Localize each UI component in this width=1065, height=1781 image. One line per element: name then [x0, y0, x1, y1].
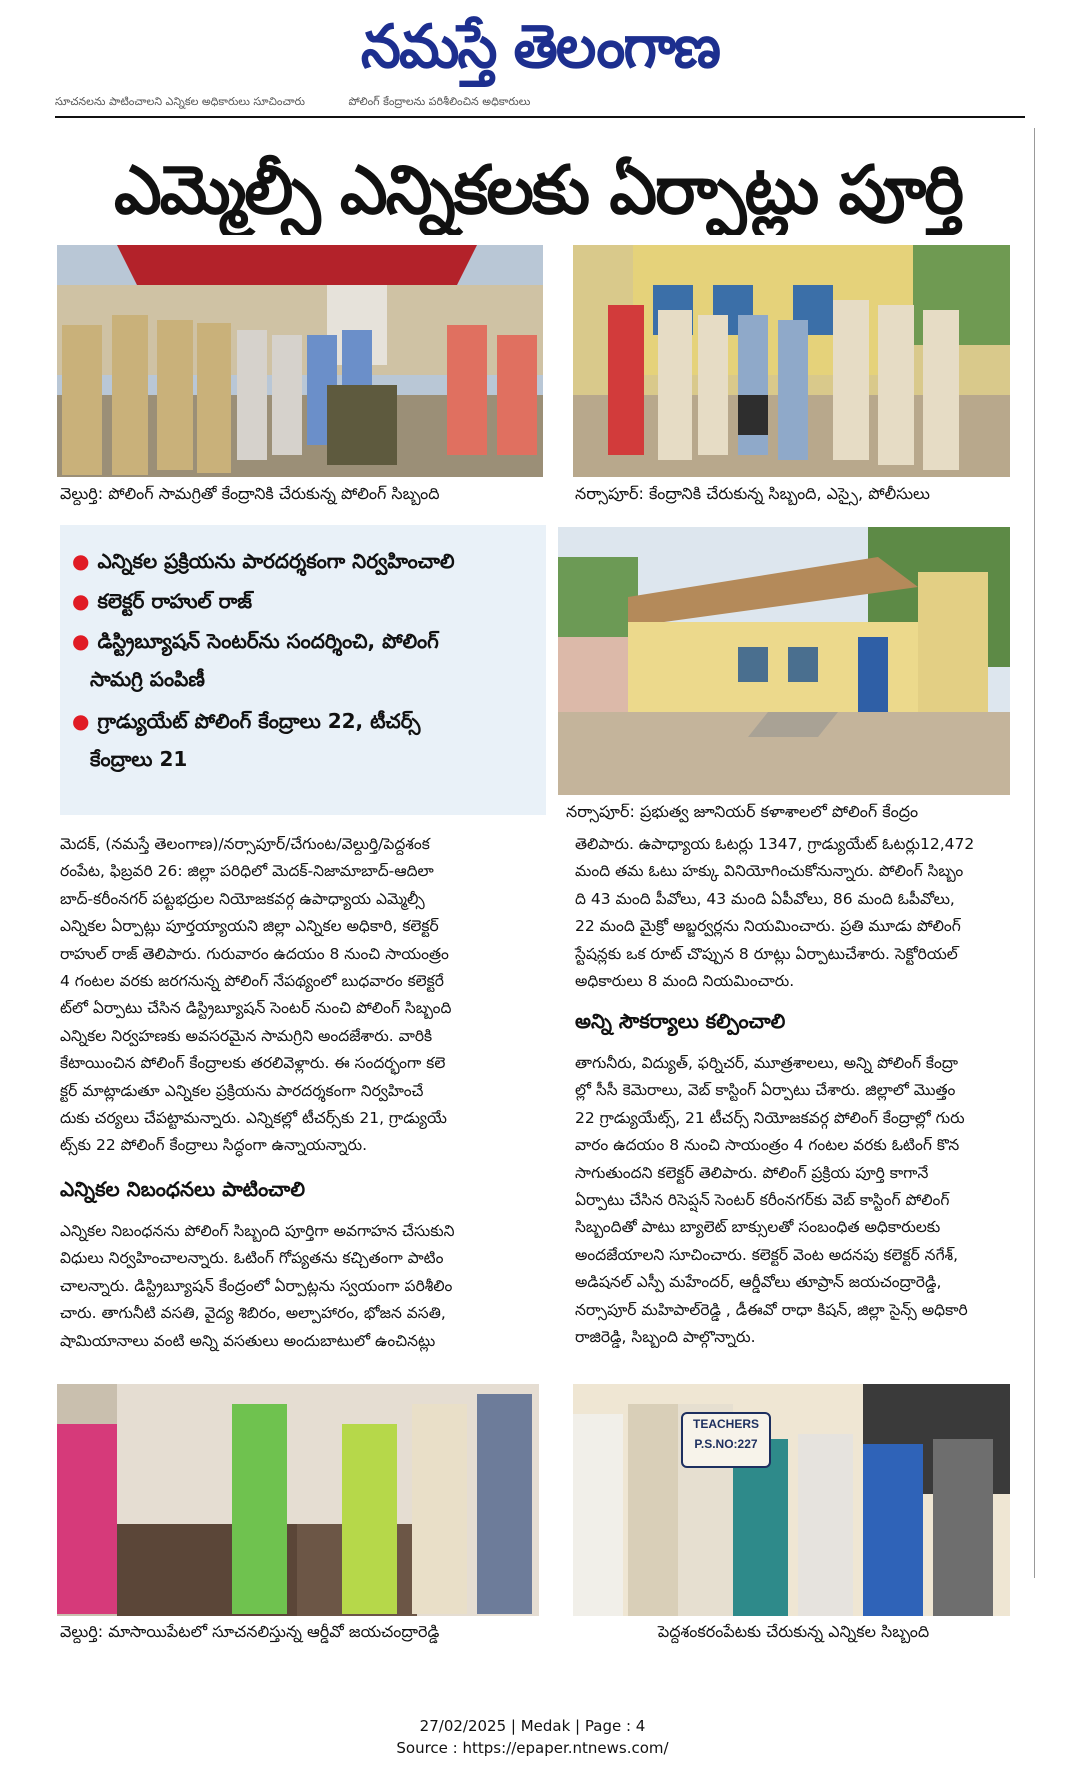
article-left-line: ఎన్నికల ఏర్పాట్లు పూర్తయ్యాయని జిల్లా ఎన్నికల అధికారి, కలెక్టర్ — [60, 917, 439, 936]
subhead-right: అన్ని సౌకర్యాలు కల్పించాలి — [575, 1009, 786, 1033]
article-right — [575, 831, 1010, 995]
article-left-line: బాద్-కరీంనగర్ పట్టభద్రుల నియోజకవర్గ ఉపాధ్యాయ ఎమ్మెల్సీ — [60, 889, 425, 908]
footer-date-edition: 27/02/2025 | Medak | Page : 4 — [419, 1717, 646, 1735]
masthead-rule — [55, 116, 1025, 118]
highlight-2: ● కలెక్టర్ రాహుల్ రాజ్ — [72, 589, 253, 613]
article-right2-line: సిబ్బందితో పాటు బ్యాలెట్ బాక్సులతో సంబంధిత అధికారులకు — [575, 1218, 941, 1237]
highlight-4: ● గ్రాడ్యుయేట్ పోలింగ్ కేంద్రాలు 22, టీచర్స్ — [72, 709, 421, 733]
article-right2-line: రాజిరెడ్డి, సిబ్బంది పాల్గొన్నారు. — [575, 1328, 756, 1347]
article-right-2 — [575, 1050, 1010, 1351]
bullet-icon: ● — [72, 589, 90, 613]
photo-junior-college — [558, 527, 1010, 795]
teachers-sign — [681, 1412, 771, 1468]
article-left-line: ట్స్‌కు 22 పోలింగ్ కేంద్రాలు సిద్ధంగా ఉన్నాయన్నారు. — [60, 1136, 368, 1155]
masthead-title: నమస్తే తెలంగాణ — [360, 12, 720, 82]
article-right-line: తెలిపారు. ఉపాధ్యాయ ఓటర్లు 1347, గ్రాడ్యుయేట్ ఓటర్లు12,472 — [575, 835, 975, 853]
highlights-box — [60, 525, 546, 815]
article-left-line: రాహుల్ రాజ్ తెలిపారు. గురువారం ఉదయం 8 నుంచి సాయంత్రం — [60, 944, 449, 963]
teachers-sign-label: TEACHERS — [692, 1417, 759, 1431]
article-left-line: క్టర్ మాట్లాడుతూ ఎన్నికల ప్రక్రియను పారదర్శకంగా నిర్వహించే — [60, 1081, 424, 1100]
article-left2-line: చారు. తాగునీటి వసతి, వైద్య శిబిరం, అల్పాహారం, భోజన వసతి, — [60, 1304, 446, 1323]
article-right2-line: ఏర్పాటు చేసిన రిసెప్షన్ సెంటర్ కరీంనగర్‌కు వెబ్ కాస్టింగ్ పోలింగ్ — [575, 1191, 950, 1210]
photo-polling-staff-veldurthi — [57, 245, 543, 477]
right-column-rule — [1034, 128, 1035, 1578]
photo-polling-staff-narsapur — [573, 245, 1010, 477]
ticker-strip — [55, 94, 1050, 110]
bullet-icon: ● — [72, 709, 90, 733]
highlight-3-cont: సామగ్రి పంపిణీ — [90, 667, 205, 691]
article-right-line: స్టేషన్లకు ఒక రూట్ చొప్పున 8 రూట్లు ఏర్పాటుచేశారు. సెక్టోరియల్ — [575, 944, 958, 963]
article-left-line: రంపేట, ఫిబ్రవరి 26: జిల్లా పరిధిలో మెదక్-నిజామాబాద్-ఆదిలా — [60, 862, 434, 881]
subhead-left: ఎన్నికల నిబంధనలు పాటించాలి — [60, 1177, 305, 1201]
article-left2-line: విధులు నిర్వహించాలన్నారు. ఓటింగ్ గోప్యతను కచ్చితంగా పాటిం — [60, 1249, 444, 1268]
highlight-4-cont: కేంద్రాలు 21 — [90, 747, 188, 771]
article-right2-line: నర్సాపూర్ మహిపాల్‌రెడ్డి , డీఈవో రాధా కిషన్, జిల్లా సైన్స్ అధికారి — [575, 1300, 968, 1319]
article-right-line: మంది తమ ఓటు హక్కు వినియోగించుకోనున్నారు. పోలింగ్ సిబ్బం — [575, 862, 964, 881]
article-right2-line: సాగుతుందని కలెక్టర్ తెలిపారు. పోలింగ్ ప్రక్రియ పూర్తి కాగానే — [575, 1163, 929, 1182]
article-left — [60, 831, 526, 1160]
article-left2-line: షామియానాలు వంటి అన్ని వసతులు అందుబాటులో ఉంచినట్లు — [60, 1331, 436, 1350]
article-left-line: 4 గంటల వరకు జరగనున్న పోలింగ్ నేపథ్యంలో బుధవారం కలెక్టరే — [60, 972, 444, 991]
ticker-right: పోలింగ్ కేంద్రాలను పరిశీలించిన అధికారులు — [348, 95, 531, 108]
headline: ఎమ్మెల్సీ ఎన్నికలకు ఏర్పాట్లు పూర్తి — [113, 151, 962, 229]
article-left-line: ఎన్నికల నిర్వహణకు అవసరమైన సామగ్రిని అందజేశారు. వారికి — [60, 1026, 433, 1045]
article-left-line: మెదక్, (నమస్తే తెలంగాణ)/నర్సాపూర్/చేగుంట/వెల్దుర్తి/పెద్దశంక — [60, 835, 430, 853]
article-right2-line: వారం ఉదయం 8 నుంచి సాయంత్రం 4 గంటల వరకు ఓటింగ్ కొన — [575, 1136, 960, 1155]
caption-school: నర్సాపూర్: ప్రభుత్వ జూనియర్ కళాశాలలో పోలింగ్ కేంద్రం — [566, 802, 919, 821]
article-left2-line: ఎన్నికల నిబంధనను పోలింగ్ సిబ్బంది పూర్తిగా అవగాహన చేసుకుని — [60, 1222, 455, 1240]
bullet-icon: ● — [72, 549, 90, 573]
bullet-icon: ● — [72, 629, 90, 653]
article-right2-line: అడిషనల్ ఎస్పీ మహేందర్, ఆర్డీవోలు తూప్రాన్ జయచంద్రారెడ్డి, — [575, 1273, 942, 1292]
article-left-line: దుకు చర్యలు చేపట్టామన్నారు. ఎన్నికల్లో టీచర్స్‌కు 21, గ్రాడ్యుయే — [60, 1109, 447, 1128]
caption-top-right: నర్సాపూర్: కేంద్రానికి చేరుకున్న సిబ్బంది, ఎస్సై, పోలీసులు — [575, 484, 930, 503]
article-right-line: అధికారులు 8 మంది నియమించారు. — [575, 972, 795, 991]
article-left2-line: చాలన్నారు. డిస్ట్రిబ్యూషన్ కేంద్రంలో ఏర్పాట్లను స్వయంగా పరిశీలిం — [60, 1276, 453, 1295]
article-right-line: 22 మంది మైక్రో అబ్జర్వర్లను నియమించారు. ప్రతి మూడు పోలింగ్ — [575, 917, 961, 936]
highlight-3: ● డిస్ట్రిబ్యూషన్ సెంటర్‌ను సందర్శించి, పోలింగ్ — [72, 629, 439, 653]
article-right-line: ది 43 మంది పీవోలు, 43 మంది ఏపీవోలు, 86 మంది ఓపీవోలు, — [575, 889, 955, 908]
article-right2-line: తాగునీరు, విద్యుత్, ఫర్నిచర్, మూత్రశాలలు, అన్ని పోలింగ్ కేంద్రా — [575, 1054, 958, 1072]
caption-bottom-left: వెల్దుర్తి: మాసాయిపేటలో సూచనలిస్తున్న ఆర్డీవో జయచంద్రారెడ్డి — [60, 1622, 440, 1641]
caption-top-left: వెల్దుర్తి: పోలింగ్ సామగ్రితో కేంద్రానికి చేరుకున్న పోలింగ్ సిబ్బంది — [60, 484, 440, 503]
photo-rdo-instructions — [57, 1384, 539, 1616]
article-left-2 — [60, 1218, 526, 1355]
ps-number-label: P.S.NO:227 — [694, 1437, 758, 1451]
ticker-left: సూచనలను పాటించాలని ఎన్నికల అధికారులు సూచించారు — [55, 95, 305, 108]
article-left-line: కేటాయించిన పోలింగ్ కేంద్రాలకు తరలివెళ్లారు. ఈ సందర్భంగా కలె — [60, 1054, 446, 1073]
article-right2-line: 22 గ్రాడ్యుయేట్స్, 21 టీచర్స్ నియోజకవర్గ పోలింగ్ కేంద్రాల్లో గురు — [575, 1108, 965, 1127]
footer-source: Source : https://epaper.ntnews.com/ — [396, 1739, 669, 1757]
photo-pedda-shankarampet-staff — [573, 1384, 1010, 1616]
article-right2-line: ల్లో సీసీ కెమెరాలు, వెబ్ కాస్టింగ్ ఏర్పాటు చేశారు. జిల్లాలో మొత్తం — [575, 1081, 956, 1100]
article-left-line: ట్‌లో ఏర్పాటు చేసిన డిస్ట్రిబ్యూషన్ సెంటర్ నుంచి పోలింగ్ సిబ్బంది — [60, 999, 452, 1018]
caption-bottom-right: పెద్దశంకరంపేటకు చేరుకున్న ఎన్నికల సిబ్బంది — [657, 1622, 930, 1641]
highlight-1: ● ఎన్నికల ప్రక్రియను పారదర్శకంగా నిర్వహించాలి — [72, 549, 455, 573]
article-right2-line: అందజేయాలని సూచించారు. కలెక్టర్ వెంట అదనపు కలెక్టర్ నగేశ్, — [575, 1245, 959, 1264]
